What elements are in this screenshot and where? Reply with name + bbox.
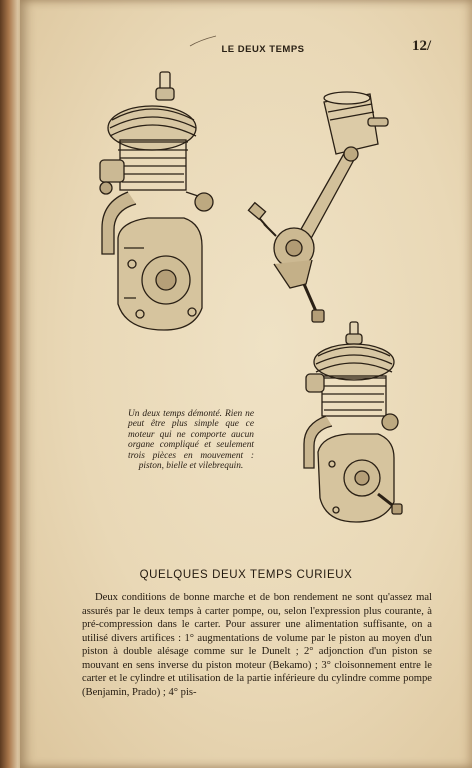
page-number: 12/ bbox=[412, 38, 432, 54]
running-title: LE DEUX TEMPS bbox=[221, 44, 305, 55]
section-title: QUELQUES DEUX TEMPS CURIEUX bbox=[139, 569, 353, 581]
body-paragraph: Deux conditions de bonne marche et de bon rendement ne sont qu'assez mal assurés par le deux temps à carter pompe, ou, selon l'expression plus courante, à pré-compression dans le carter. Pour assurer une alimentation suffisante, on a utilisé divers artifices : 1° augmentations de volume par le piston au moyen d'un piston à double alésage comme sur le Dunelt ; 2° adjonction d'un piston se mouvant en sens inverse du piston moteur (Bekamo) ; 3° cloisonnement entre le carter et le cylindre et utilisation de la partie inférieure du cylindre comme pompe (Benjamin, Prado) ; 4° pis- bbox=[82, 592, 432, 698]
piston-rod-crankshaft-illustration bbox=[246, 88, 396, 328]
book-spine-edge bbox=[0, 0, 22, 768]
engine-illustration-top bbox=[84, 68, 224, 336]
engine-illustration-bottom bbox=[282, 318, 410, 526]
figure-caption: Un deux temps démonté. Rien ne peut être plus simple que ce moteur qui ne comporte aucun organe compliqué et seulement trois pièces en mouvement : piston, bielle et vilebrequin. bbox=[128, 409, 254, 472]
book-page bbox=[20, 0, 472, 768]
